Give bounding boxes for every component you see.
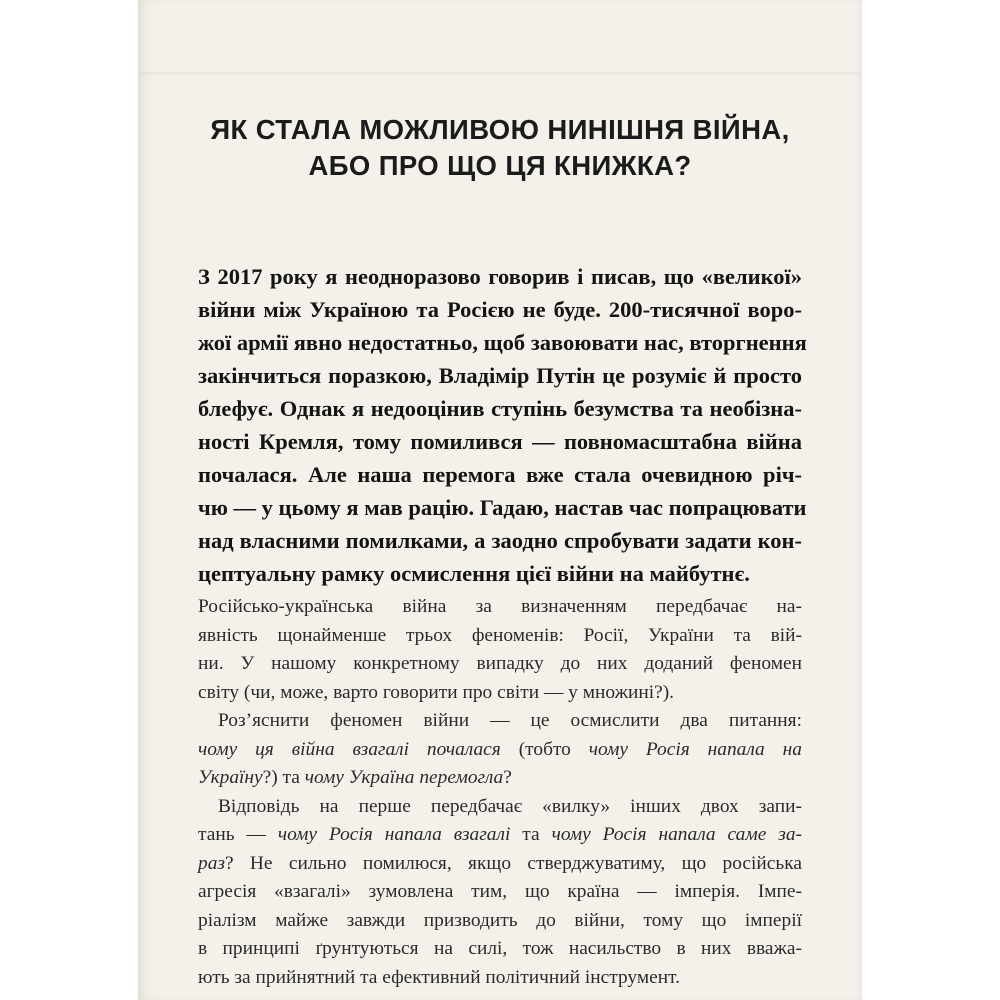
paragraph-1-line: ни. У нашому конкретному випадку до них доданий феномен: [198, 653, 802, 675]
intro-line: війни між Україною та Росією не буде. 200-тисячної воро-: [198, 297, 802, 322]
intro-line: жої армії явно недостатньо, щоб завоювати нас, вторгнення: [198, 330, 807, 355]
paragraph-3-line: [198, 850, 802, 879]
text-run: ?) та: [262, 767, 305, 789]
chapter-title-line-2: АБО ПРО ЩО ЦЯ КНИЖКА?: [308, 150, 692, 181]
italic-phrase: чому Росія напала взагалі: [277, 824, 511, 846]
intro-line: цептуальну рамку осмислення цієї війни на майбутнє.: [198, 561, 750, 586]
text-run: (тобто: [500, 738, 589, 760]
intro-line: над власними помилками, а заодно спробувати задати кон-: [198, 528, 802, 553]
italic-phrase: чому Росія напала саме за-: [551, 824, 802, 846]
italic-phrase: чому Росія напала на: [588, 738, 802, 760]
chapter-title-line-1: ЯК СТАЛА МОЖЛИВОЮ НИНІШНЯ ВІЙНА,: [210, 114, 790, 145]
paragraph-3-line: агресія «взагалі» зумовлена тим, що країна — імперія. Імпе-: [198, 881, 802, 903]
paragraph-3-line: [198, 821, 802, 850]
italic-phrase: раз: [198, 852, 225, 874]
paragraph-1-line: Російсько-українська війна за визначенням передбачає на-: [198, 596, 802, 617]
intro-line: закінчиться поразкою, Владімір Путін це розуміє й просто: [198, 363, 802, 388]
italic-phrase: чому Україна перемогла: [304, 767, 504, 789]
paragraph-3-line: ють за прийнятний та ефективний політичний інструмент.: [198, 967, 680, 988]
italic-phrase: Україну: [198, 767, 263, 789]
paragraph-2-line: [198, 764, 802, 793]
intro-line: блефує. Однак я недооцінив ступінь безумства та необізна-: [198, 396, 802, 421]
paragraph-3-line: Відповідь на перше передбачає «вилку» інших двох запи-: [218, 795, 802, 817]
paragraph-1-line: явність щонайменше трьох феноменів: Росії, України та вій-: [198, 624, 802, 646]
text-run: ?: [503, 767, 512, 789]
intro-line: почалася. Але наша перемога вже стала очевидною річ-: [198, 462, 802, 487]
intro-line: ності Кремля, тому помилився — повномасштабна війна: [198, 429, 802, 454]
intro-line: З 2017 року я неодноразово говорив і писав, що «великої»: [198, 264, 802, 289]
intro-line: чю — у цьому я мав рацію. Гадаю, настав час попрацювати: [198, 495, 807, 520]
book-page: [138, 0, 862, 1000]
paragraph-2-line: Роз’яснити феномен війни — це осмислити два питання:: [218, 710, 802, 732]
italic-phrase: чому ця війна взагалі почалася: [198, 738, 501, 760]
bleed-through-line: [138, 72, 862, 75]
text-run: та: [510, 824, 552, 846]
paragraph-3-line: в принципі ґрунтуються на силі, тож насильство в них вважа-: [198, 938, 802, 960]
paragraph-2-line: [198, 736, 802, 765]
paragraph-1-line: світу (чи, може, варто говорити про світи — у множині?).: [198, 681, 675, 703]
paragraph-3-line: ріалізм майже завжди призводить до війни, тому що імперії: [198, 909, 802, 931]
text-run: ? Не сильно помилюся, якщо стверджуватиму, що російська: [224, 852, 802, 874]
text-run: тань —: [198, 824, 278, 846]
